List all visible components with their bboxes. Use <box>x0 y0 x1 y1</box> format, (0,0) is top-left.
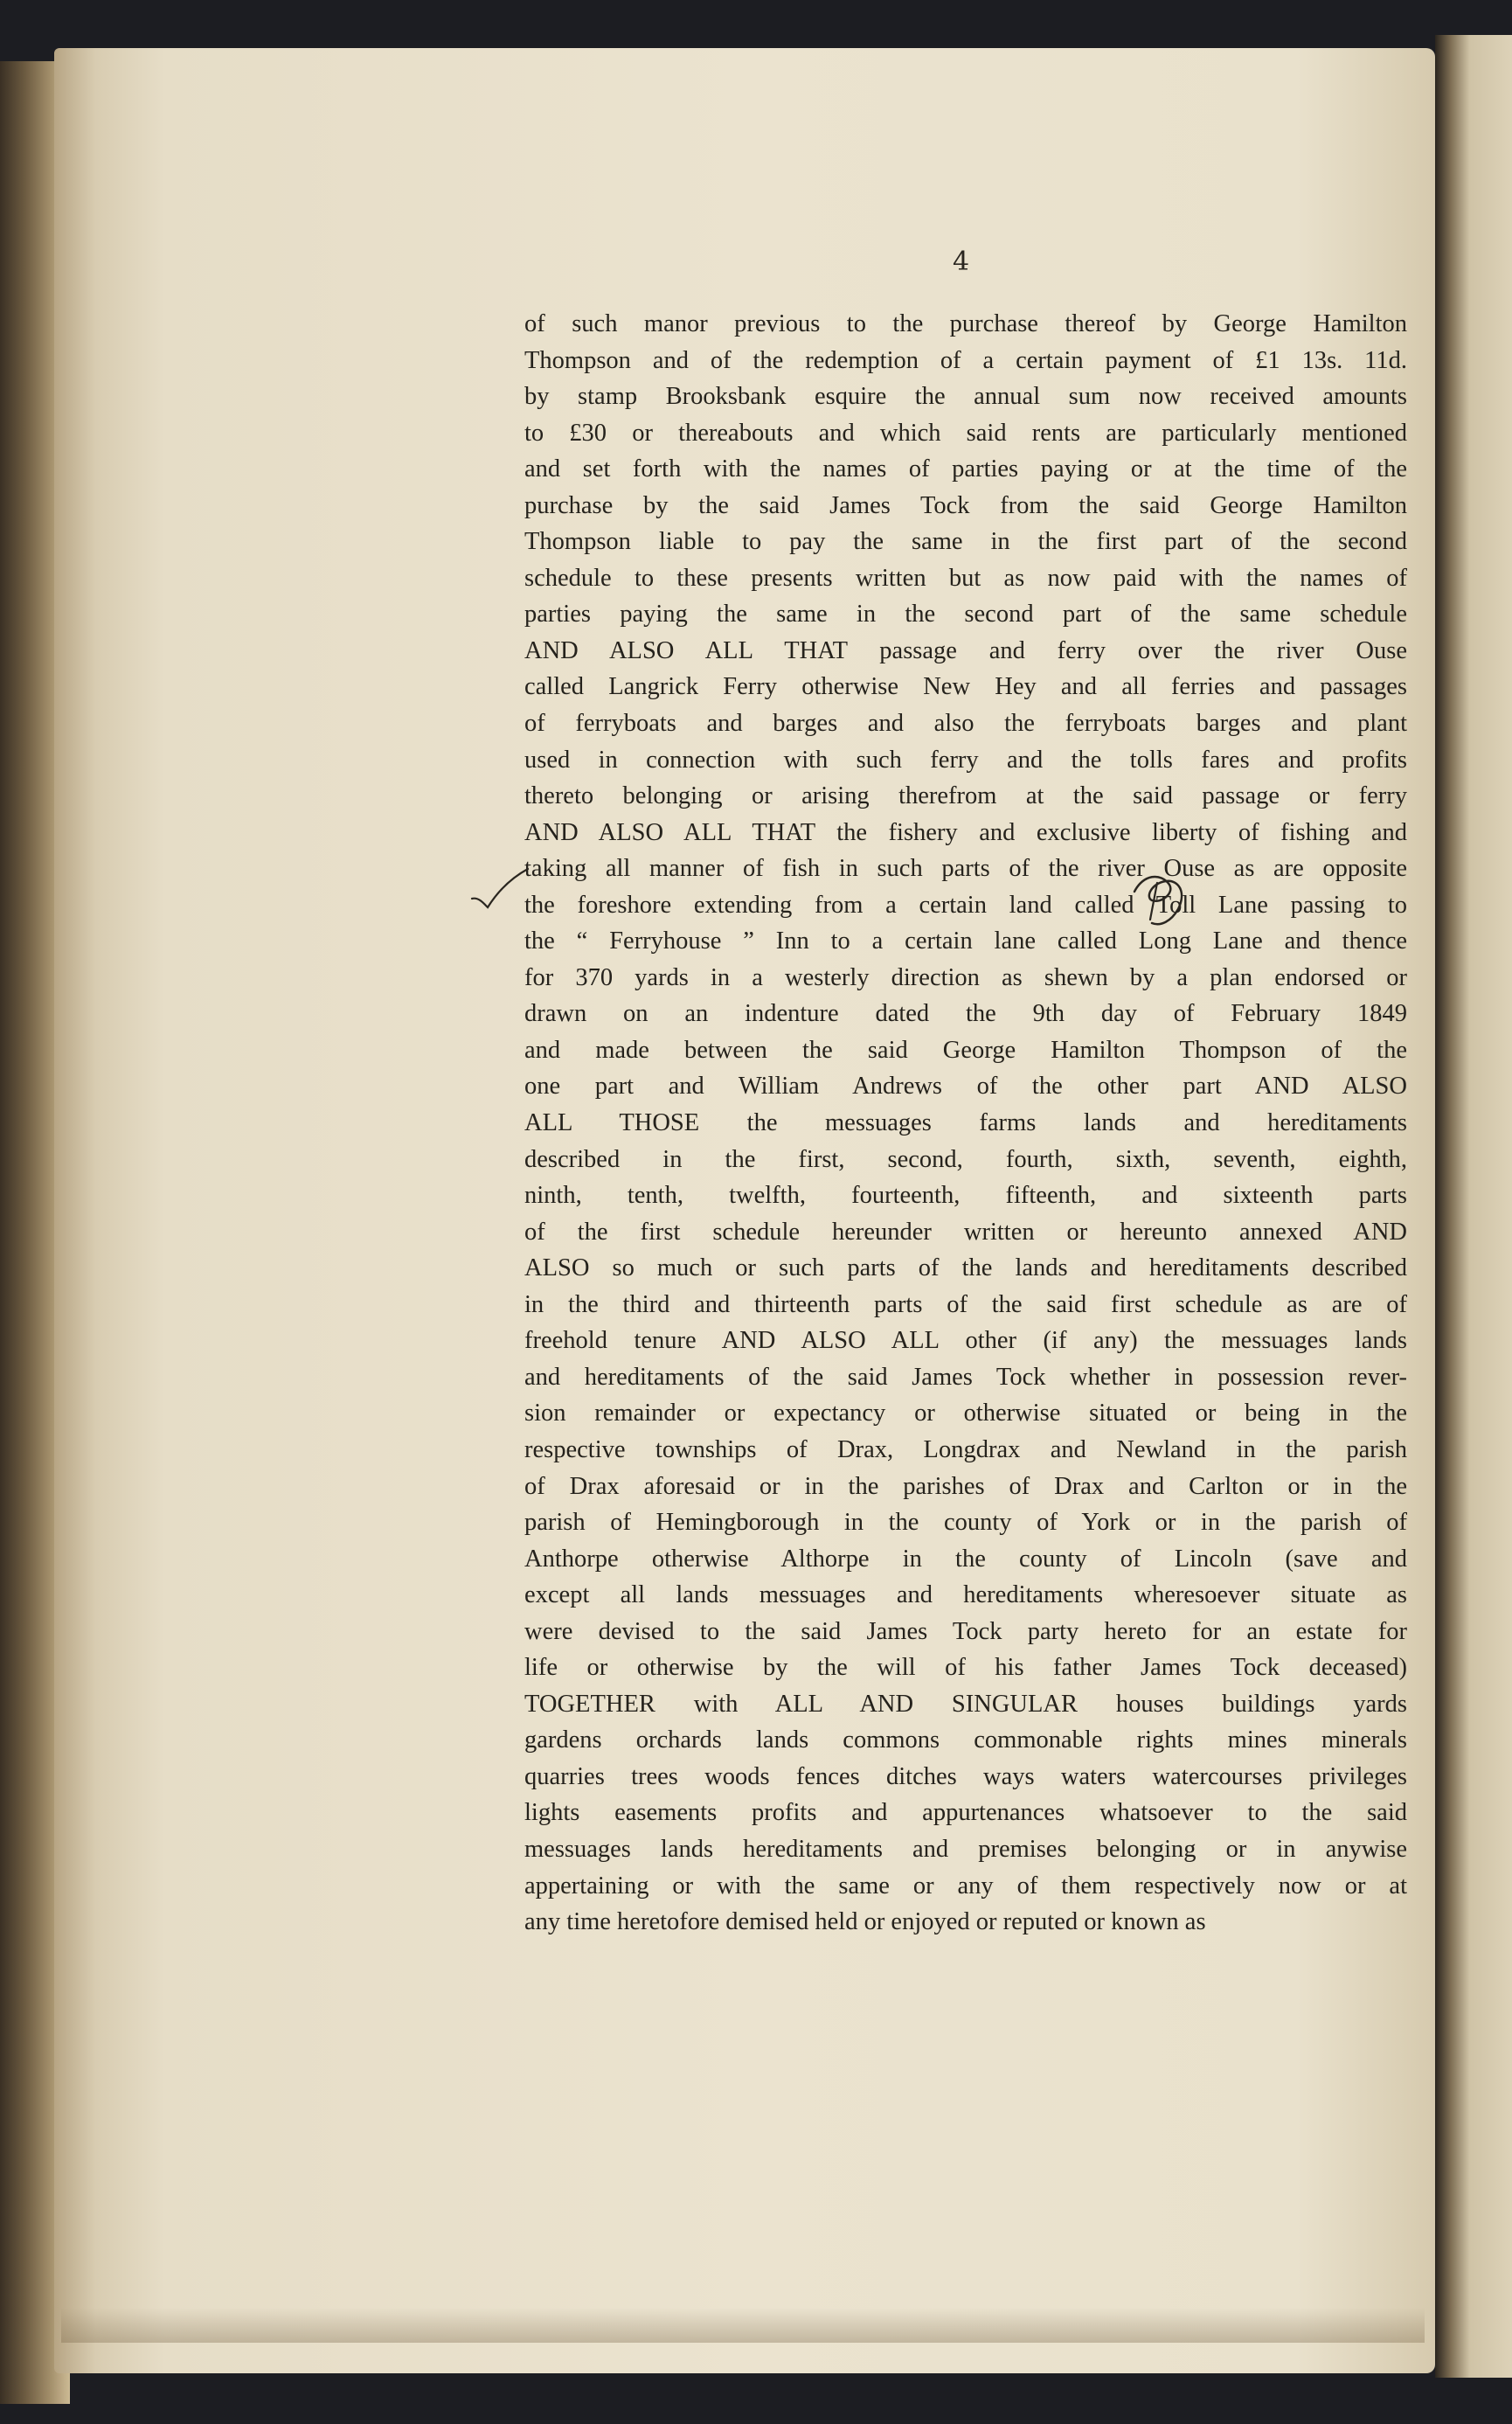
text-line: to £30 or thereabouts and which said rents are particularly mentioned <box>524 419 1407 447</box>
text-line: and set forth with the names of parties paying or at the time of the <box>524 455 1407 483</box>
page-number: 4 <box>953 247 970 277</box>
text-line: messuages lands hereditaments and premises belonging or in anywise <box>524 1835 1407 1863</box>
text-line: described in the first, second, fourth, sixth, seventh, eighth, <box>524 1145 1407 1173</box>
text-line: the “ Ferryhouse ” Inn to a certain lane called Long Lane and thence <box>524 927 1407 955</box>
text-line: schedule to these presents written but as now paid with the names of <box>524 564 1407 592</box>
text-line: life or otherwise by the will of his father James Tock deceased) <box>524 1654 1407 1682</box>
text-line: Thompson liable to pay the same in the first part of the second <box>524 528 1407 556</box>
text-line: used in connection with such ferry and the tolls fares and profits <box>524 746 1407 774</box>
text-line: purchase by the said James Tock from the said George Hamilton <box>524 491 1407 519</box>
text-line: quarries trees woods fences ditches ways waters watercourses privileges <box>524 1762 1407 1790</box>
text-line: and hereditaments of the said James Tock whether in possession rever- <box>524 1363 1407 1391</box>
text-line: by stamp Brooksbank esquire the annual sum now received amounts <box>524 383 1407 411</box>
text-line: and made between the said George Hamilton Thompson of the <box>524 1036 1407 1064</box>
text-line: the foreshore extending from a certain land called Toll Lane passing to <box>524 891 1407 919</box>
text-line: except all lands messuages and hereditaments wheresoever situate as <box>524 1581 1407 1609</box>
text-line: parties paying the same in the second part of the same schedule <box>524 601 1407 629</box>
text-line: TOGETHER with ALL AND SINGULAR houses buildings yards <box>524 1690 1407 1718</box>
text-line: gardens orchards lands commons commonable rights mines minerals <box>524 1726 1407 1754</box>
text-line: freehold tenure AND ALSO ALL other (if any) the messuages lands <box>524 1327 1407 1355</box>
text-line: taking all manner of fish in such parts of the river Ouse as are opposite <box>524 855 1407 883</box>
text-line: ninth, tenth, twelfth, fourteenth, fifteenth, and sixteenth parts <box>524 1182 1407 1210</box>
text-line: thereto belonging or arising therefrom at the said passage or ferry <box>524 782 1407 810</box>
handwritten-annotation-icon <box>1126 865 1196 935</box>
text-line: AND ALSO ALL THAT passage and ferry over the river Ouse <box>524 636 1407 664</box>
text-line: any time heretofore demised held or enjoyed or reputed or known as <box>524 1908 1206 1936</box>
text-line: Anthorpe otherwise Althorpe in the county of Lincoln (save and <box>524 1545 1407 1573</box>
text-line: ALSO so much or such parts of the lands and hereditaments described <box>524 1254 1407 1282</box>
text-line: parish of Hemingborough in the county of York or in the parish of <box>524 1509 1407 1537</box>
text-line: were devised to the said James Tock party hereto for an estate for <box>524 1617 1407 1645</box>
margin-check-mark-icon <box>470 864 531 916</box>
text-line: sion remainder or expectancy or otherwise situated or being in the <box>524 1400 1407 1427</box>
text-line: Thompson and of the redemption of a certain payment of £1 13s. 11d. <box>524 346 1407 374</box>
text-line: appertaining or with the same or any of them respectively now or at <box>524 1872 1407 1900</box>
text-line: of ferryboats and barges and also the ferryboats barges and plant <box>524 710 1407 738</box>
text-line: of Drax aforesaid or in the parishes of Drax and Carlton or in the <box>524 1472 1407 1500</box>
text-line: of such manor previous to the purchase thereof by George Hamilton <box>524 310 1407 337</box>
text-line: one part and William Andrews of the other part AND ALSO <box>524 1073 1407 1101</box>
text-line: of the first schedule hereunder written or hereunto annexed AND <box>524 1218 1407 1246</box>
text-line: called Langrick Ferry otherwise New Hey and all ferries and passages <box>524 673 1407 701</box>
text-line: drawn on an indenture dated the 9th day of February 1849 <box>524 1000 1407 1028</box>
text-line: respective townships of Drax, Longdrax and Newland in the parish <box>524 1435 1407 1463</box>
text-line: AND ALSO ALL THAT the fishery and exclusive liberty of fishing and <box>524 818 1407 846</box>
text-line: in the third and thirteenth parts of the said first schedule as are of <box>524 1290 1407 1318</box>
text-line: lights easements profits and appurtenances whatsoever to the said <box>524 1799 1407 1827</box>
text-line: ALL THOSE the messuages farms lands and hereditaments <box>524 1109 1407 1137</box>
body-text <box>524 306 1407 1941</box>
text-line: for 370 yards in a westerly direction as shewn by a plan endorsed or <box>524 963 1407 991</box>
adjacent-page-edge <box>1435 35 1512 2378</box>
page-bottom-shadow <box>61 2308 1425 2343</box>
